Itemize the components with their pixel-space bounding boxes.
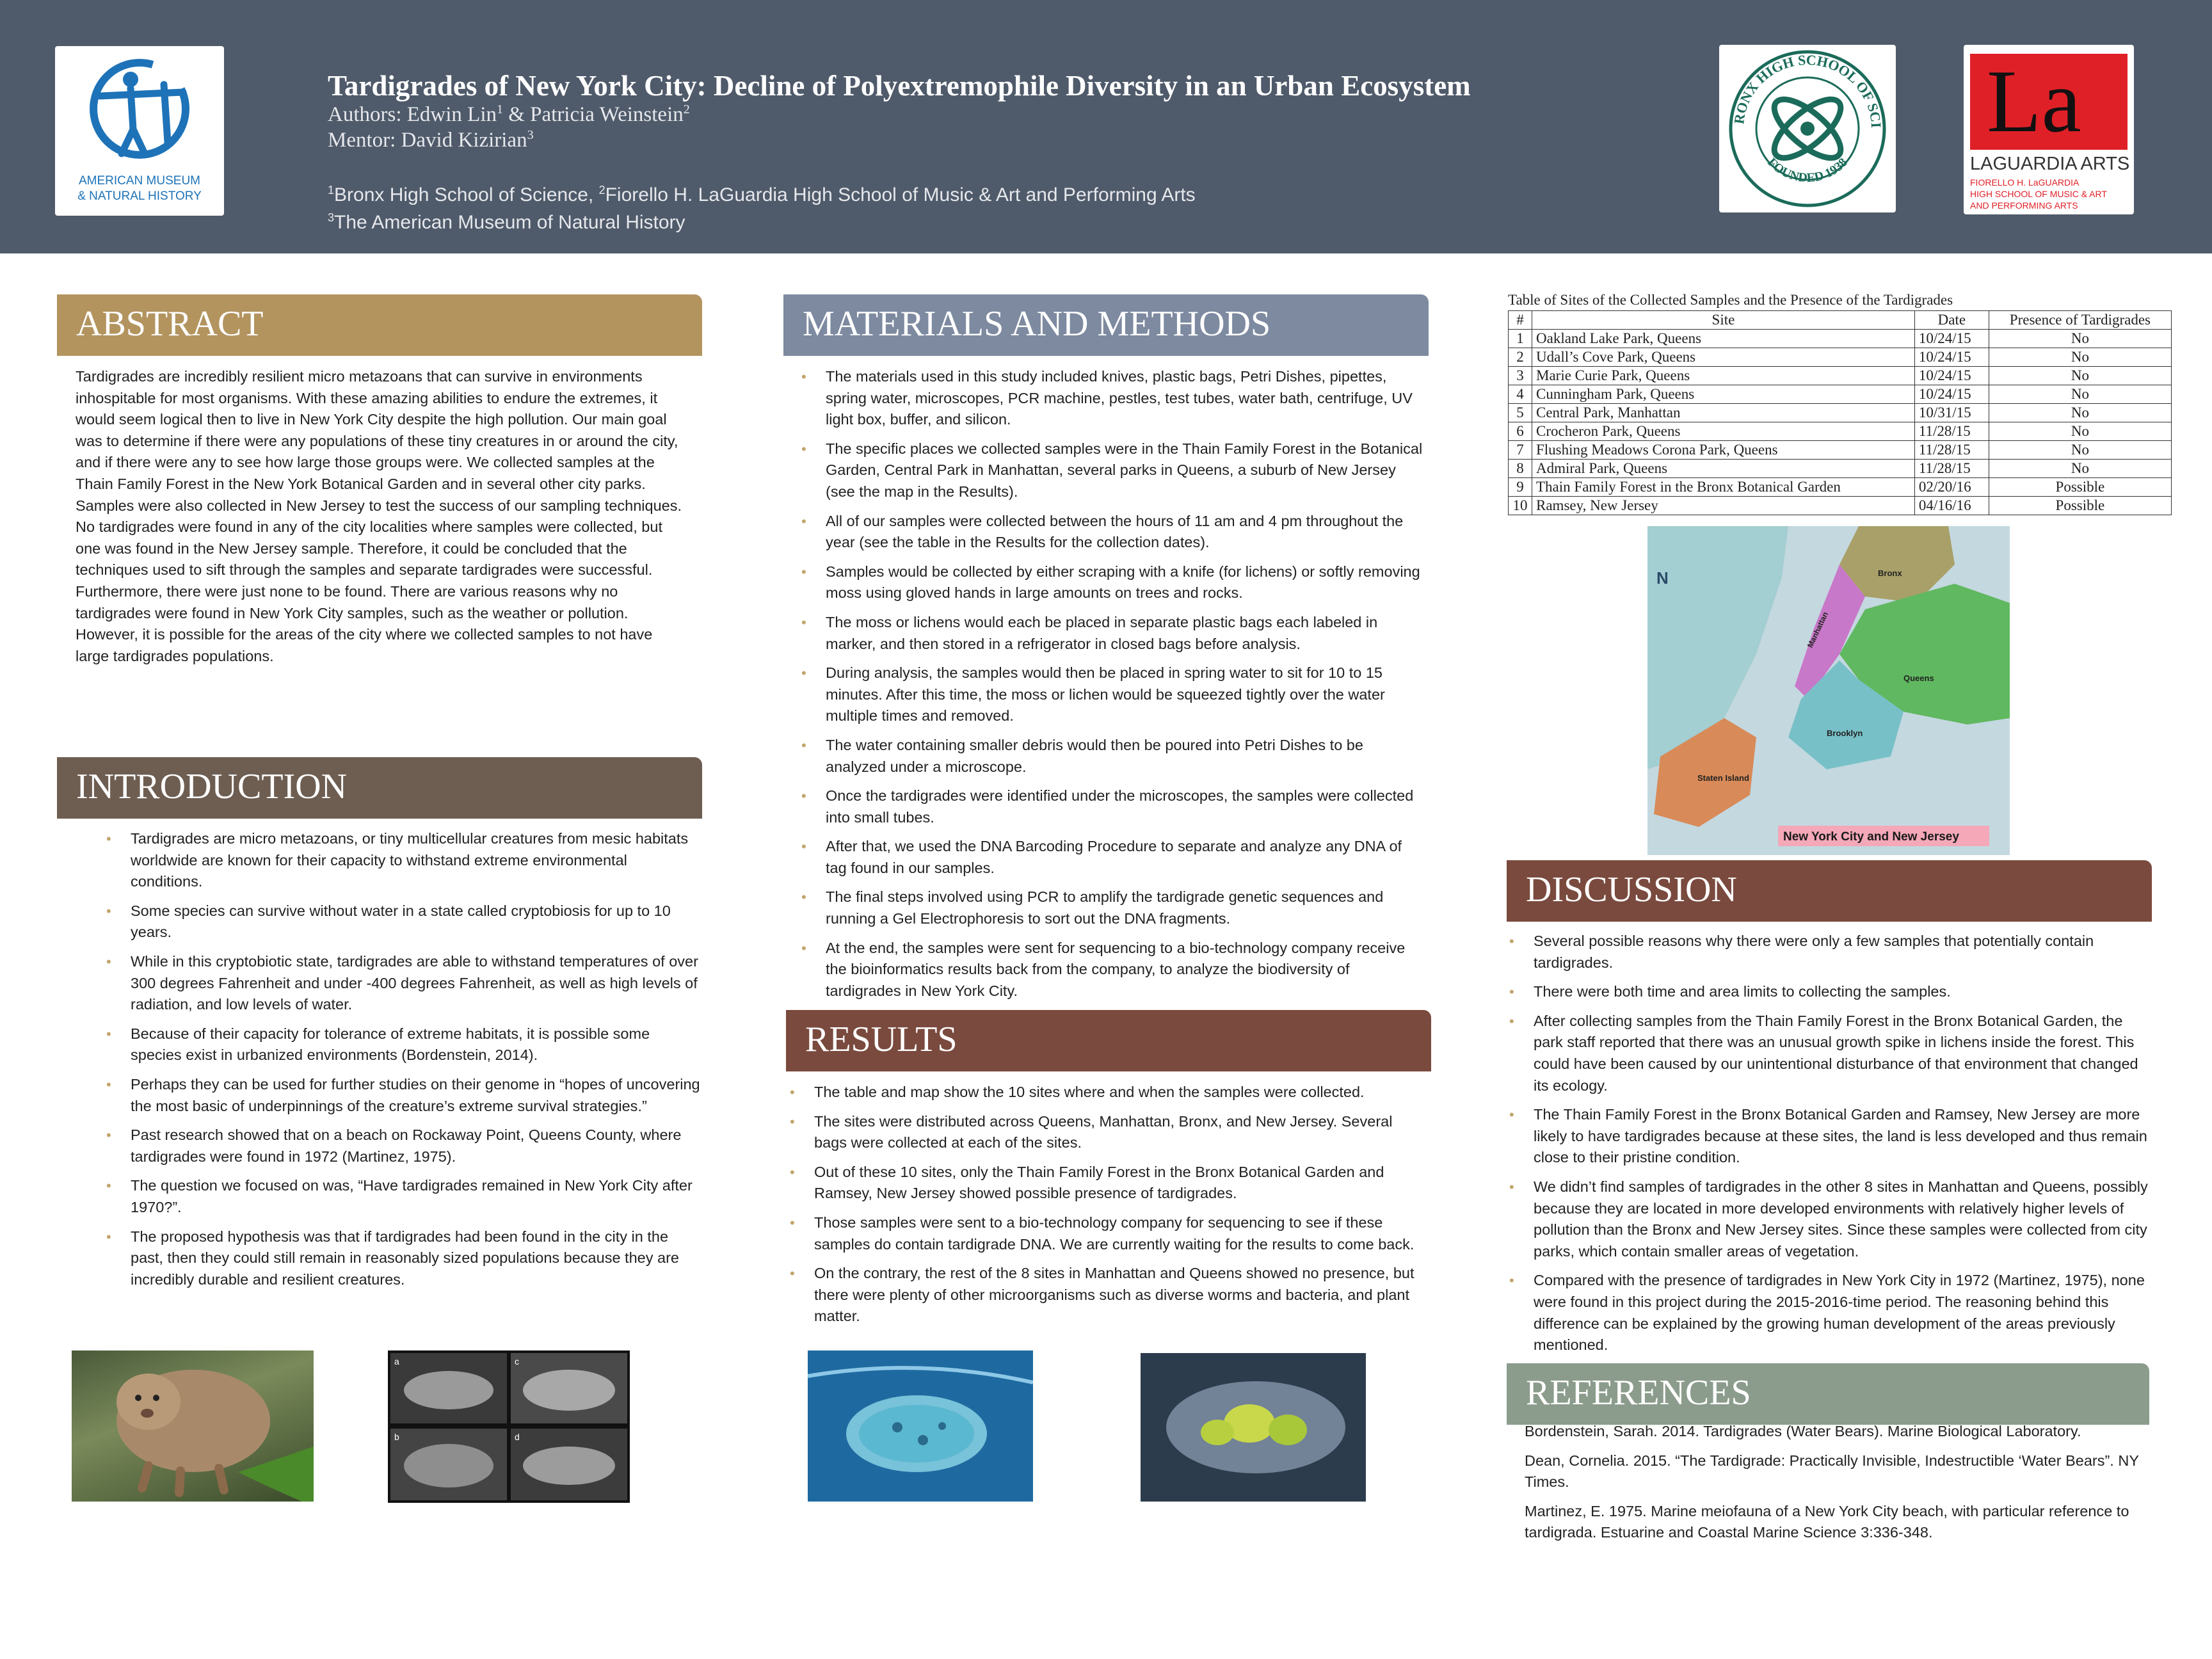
amnh-logo — [55, 46, 224, 216]
table-header: Date — [1914, 311, 1989, 330]
cell-date: 10/31/15 — [1914, 404, 1989, 422]
cell-site: Oakland Lake Park, Queens — [1532, 330, 1915, 348]
bronx-ring-bottom: FOUNDED 1938 — [1765, 155, 1850, 186]
list-item: • The final steps involved using PCR to amplify the tardigrade genetic sequences and running a Gel Electrophoresis to sort out the DNA fragments. — [800, 886, 1423, 929]
references-list — [1525, 1421, 2139, 1551]
table-header: Site — [1532, 311, 1915, 330]
introduction-heading: INTRODUCTION — [76, 767, 348, 806]
affiliation-line-2 — [328, 211, 685, 234]
list-item: • Past research showed that on a beach on Rockaway Point, Queens County, where tardigrades were found in 1972 (Martinez, 1975). — [105, 1125, 701, 1167]
cell-site: Cunningham Park, Queens — [1532, 385, 1915, 404]
bronx-ring-top: RONX HIGH SCHOOL OF SCI — [1731, 51, 1885, 129]
reference-item: Bordenstein, Sarah. 2014. Tardigrades (Water Bears). Marine Biological Laboratory. — [1525, 1423, 2081, 1439]
list-item: • The materials used in this study included knives, plastic bags, Petri Dishes, pipettes, spring water, microscopes, PCR machine, pestles, test tubes, water bath, centrifuge, UV light box, buffer, and silicon. — [800, 366, 1423, 431]
cell-site: Central Park, Manhattan — [1532, 404, 1915, 422]
tardigrade-fluorescence-icon — [1141, 1353, 1366, 1502]
results-heading-bar — [786, 1010, 1431, 1071]
map-label-staten: Staten Island — [1697, 773, 1749, 783]
list-item: • After that, we used the DNA Barcoding Procedure to separate and analyze any DNA of tag found in our samples. — [800, 836, 1423, 879]
introduction-list — [105, 828, 701, 1298]
table-row — [1509, 385, 2172, 404]
sup: 3 — [328, 211, 335, 224]
sem-label: c — [515, 1356, 519, 1366]
cell-presence: No — [1989, 422, 2171, 441]
cell-site: Ramsey, New Jersey — [1532, 497, 1915, 515]
cell-num: 8 — [1509, 460, 1532, 478]
table-row — [1509, 478, 2172, 497]
aff1-a: Bronx High School of Science, — [334, 184, 599, 205]
cell-date: 02/20/16 — [1914, 478, 1989, 497]
cell-date: 11/28/15 — [1914, 422, 1989, 441]
svg-text:THE BRONX HIGH SCHOOL OF SCIEN — [1719, 45, 1884, 128]
cell-num: 2 — [1509, 348, 1532, 367]
list-item: • The table and map show the 10 sites where and when the samples were collected. — [789, 1082, 1426, 1103]
bronx-science-seal-icon — [1719, 45, 1896, 212]
laguardia-arts-logo — [1964, 45, 2134, 214]
compass-icon: N — [1656, 568, 1669, 588]
cell-date: 10/24/15 — [1914, 367, 1989, 385]
cell-presence: No — [1989, 385, 2171, 404]
list-item: • Compared with the presence of tardigrades in New York City in 1972 (Martinez, 1975), none were found in this project during the 2015-2016-time period. The reasoning behind this difference can be explained by the growing human development of the areas previously mentioned. — [1508, 1270, 2151, 1356]
cell-presence: No — [1989, 441, 2171, 460]
table-header-row — [1509, 311, 2172, 330]
cell-num: 10 — [1509, 497, 1532, 515]
tardigrade-illustration-icon — [72, 1350, 314, 1502]
sem-label: b — [394, 1432, 399, 1442]
map-label-bronx: Bronx — [1878, 568, 1902, 578]
list-item: • Tardigrades are micro metazoans, or tiny multicellular creatures from mesic habitats worldwide are known for their capacity to withstand extreme environmental conditions. — [105, 828, 701, 893]
list-item: • The moss or lichens would each be placed in separate plastic bags each labeled in marker, and then stored in a refrigerator in closed bags before analysis. — [800, 612, 1423, 655]
tardigrade-photo — [72, 1350, 314, 1502]
table-row — [1509, 422, 2172, 441]
introduction-heading-bar — [57, 757, 702, 819]
cell-presence: No — [1989, 460, 2171, 478]
list-item: • We didn’t find samples of tardigrades in the other 8 sites in Manhattan and Queens, possibly because they are located in more developed environments with relatively higher levels of pollution than the Bronx and New Jersey sites. Since these samples were collected from city parks, which contain smaller areas of vegetation. — [1508, 1176, 2151, 1262]
cell-num: 3 — [1509, 367, 1532, 385]
list-item: • Some species can survive without water in a state called cryptobiosis for up to 10 years. — [105, 901, 701, 943]
list-item: • Once the tardigrades were identified under the microscopes, the samples were collected into small tubes. — [800, 785, 1423, 828]
list-item: • Those samples were sent to a bio-technology company for sequencing to see if these samples do contain tardigrade DNA. We are currently waiting for the results to come back. — [789, 1212, 1426, 1255]
cell-site: Admiral Park, Queens — [1532, 460, 1915, 478]
laguardia-sub3: AND PERFORMING ARTS — [1970, 200, 2078, 211]
cell-date: 10/24/15 — [1914, 385, 1989, 404]
sem-label: a — [394, 1356, 399, 1366]
map-caption: New York City and New Jersey — [1783, 830, 1959, 844]
aff1-b: Fiorello H. LaGuardia High School of Music & Art and Performing Arts — [605, 184, 1196, 205]
abstract-heading-bar — [57, 294, 702, 356]
list-item: • During analysis, the samples would then be placed in spring water to sit for 10 to 15 minutes. After this time, the moss or lichen would be squeezed tightly over the water multiple times and removed. — [800, 662, 1423, 727]
cell-date: 11/28/15 — [1914, 460, 1989, 478]
cell-num: 5 — [1509, 404, 1532, 422]
microscope-photo-2 — [1141, 1353, 1366, 1502]
bronx-science-logo — [1719, 45, 1896, 212]
list-item: • Out of these 10 sites, only the Thain Family Forest in the Bronx Botanical Garden and Ramsey, New Jersey showed possible presence of tardigrades. — [789, 1162, 1426, 1205]
cell-date: 04/16/16 — [1914, 497, 1989, 515]
cell-site: Udall’s Cove Park, Queens — [1532, 348, 1915, 367]
map-label-manhattan: Manhattan — [1805, 610, 1831, 650]
amnh-emblem-icon — [55, 46, 224, 174]
sites-table-body — [1509, 330, 2172, 515]
table-row — [1509, 460, 2172, 478]
cell-presence: No — [1989, 330, 2171, 348]
cell-num: 4 — [1509, 385, 1532, 404]
table-header: # — [1509, 311, 1532, 330]
list-item: • On the contrary, the rest of the 8 sites in Manhattan and Queens showed no presence, but there were plenty of other microorganisms such as diverse worms and bacteria, and plant matter. — [789, 1263, 1426, 1327]
discussion-list — [1508, 931, 2151, 1364]
references-heading-bar — [1507, 1363, 2149, 1425]
discussion-heading-bar — [1507, 860, 2152, 922]
abstract-text: Tardigrades are incredibly resilient micro metazoans that can survive in environments inhospitable for most organisms. With these amazing abilities to endure the extremes, it would seem logical then to live in New York City despite the high pollution. Our main goal was to determine if there were any populations of these tiny creatures in or around the city, and if there were any to see how large those groups were. We collected samples at the Thain Family Forest in the New York Botanical Garden and in several other city parks. Samples were also collected in New Jersey to test the success of our sampling techniques. No tardigrades were found in any of the city localities where samples were collected, but one was found in the New Jersey sample. Therefore, it could be concluded that the techniques used to sift through the samples and separate tardigrades were successful. Furthermore, there were just none to be found. There are various reasons why no tardigrades were found in New York City samples, such as the weather or pollution. However, it is possible for the areas of the city where we collected samples to not have large tardigrades populations. — [76, 368, 682, 664]
cell-presence: No — [1989, 348, 2171, 367]
cell-presence: No — [1989, 404, 2171, 422]
table-row — [1509, 330, 2172, 348]
table-row — [1509, 404, 2172, 422]
table-row — [1509, 348, 2172, 367]
list-item: • Samples would be collected by either scraping with a knife (for lichens) or softly removing moss using gloved hands in large amounts on trees and rocks. — [800, 561, 1423, 604]
cell-site: Flushing Meadows Corona Park, Queens — [1532, 441, 1915, 460]
sem-label: d — [515, 1432, 520, 1442]
list-item: • The specific places we collected samples were in the Thain Family Forest in the Botanical Garden, Central Park in Manhattan, several parks in Queens, a suburb of New Jersey (see the map in the Results). — [800, 438, 1423, 503]
microscope-photo-1 — [808, 1350, 1033, 1502]
svg-text:FOUNDED 1938 — [1765, 156, 1850, 186]
sup: 2 — [683, 102, 690, 116]
cell-num: 6 — [1509, 422, 1532, 441]
map-label-queens: Queens — [1903, 673, 1934, 683]
poster-title: Tardigrades of New York City: Decline of Polyextremophile Diversity in an Urban Ecosystem — [328, 70, 1471, 102]
authors-text-a: Authors: Edwin Lin — [328, 103, 497, 126]
list-item: • While in this cryptobiotic state, tardigrades are able to withstand temperatures of over 300 degrees Fahrenheit and under -400 degrees Fahrenheit, as well as high levels of radiation, and low levels of water. — [105, 951, 701, 1016]
amnh-logo-line2: & NATURAL HISTORY — [77, 189, 202, 203]
list-item: • All of our samples were collected between the hours of 11 am and 4 pm throughout the year (see the table in the Results for the collection dates). — [800, 511, 1423, 554]
references-heading: REFERENCES — [1526, 1373, 1751, 1413]
authors-line — [328, 102, 690, 127]
cell-presence: Possible — [1989, 497, 2171, 515]
sup: 2 — [598, 184, 605, 196]
table-header: Presence of Tardigrades — [1989, 311, 2171, 330]
methods-list — [800, 366, 1423, 1009]
cell-date: 10/24/15 — [1914, 330, 1989, 348]
cell-num: 7 — [1509, 441, 1532, 460]
sites-table — [1508, 310, 2172, 515]
tardigrade-micrograph-icon — [808, 1350, 1033, 1502]
methods-heading: MATERIALS AND METHODS — [803, 304, 1271, 344]
list-item: • At the end, the samples were sent for sequencing to a bio-technology company receive the bioinformatics results back from the company, to analyze the biodiversity of tardigrades in New York City. — [800, 938, 1423, 1002]
amnh-logo-line1: AMERICAN MUSEUM — [78, 174, 200, 188]
reference-item: Dean, Cornelia. 2015. “The Tardigrade: Practically Invisible, Indestructible ‘Water Bears”. NY Times. — [1525, 1452, 2139, 1491]
cell-site: Crocheron Park, Queens — [1532, 422, 1915, 441]
list-item: • Because of their capacity for tolerance of extreme habitats, it is possible some species exist in urbanized environments (Bordenstein, 2014). — [105, 1023, 701, 1066]
aff2: The American Museum of Natural History — [334, 212, 685, 233]
poster-header — [0, 0, 2212, 253]
list-item: • The sites were distributed across Queens, Manhattan, Bronx, and New Jersey. Several bags were collected at each of the sites. — [789, 1111, 1426, 1154]
laguardia-mark: La — [1987, 52, 2081, 151]
list-item: • The water containing smaller debris would then be poured into Petri Dishes to be analyzed under a microscope. — [800, 735, 1423, 778]
list-item: • The Thain Family Forest in the Bronx Botanical Garden and Ramsey, New Jersey are more likely to have tardigrades because at these sites, the land is less developed and thus remain close to their pristine condition. — [1508, 1104, 2151, 1169]
cell-num: 9 — [1509, 478, 1532, 497]
cell-site: Thain Family Forest in the Bronx Botanical Garden — [1532, 478, 1915, 497]
table-row — [1509, 497, 2172, 515]
cell-presence: No — [1989, 367, 2171, 385]
laguardia-sub2: HIGH SCHOOL OF MUSIC & ART — [1970, 189, 2107, 199]
methods-heading-bar — [783, 294, 1429, 356]
affiliation-line-1 — [328, 184, 1196, 206]
list-item: • After collecting samples from the Thain Family Forest in the Bronx Botanical Garden, the park staff reported that there was an unusual growth spike in lichens inside the forest. This could have been caused by our unintentional disturbance of that environment that changed its ecology. — [1508, 1011, 2151, 1096]
cell-num: 1 — [1509, 330, 1532, 348]
list-item: • There were both time and area limits to collecting the samples. — [1508, 981, 2151, 1003]
cell-site: Marie Curie Park, Queens — [1532, 367, 1915, 385]
mentor-text: Mentor: David Kizirian — [328, 129, 527, 152]
abstract-heading: ABSTRACT — [76, 304, 264, 344]
cell-presence: Possible — [1989, 478, 2171, 497]
sem-tardigrade-icon — [388, 1350, 630, 1503]
laguardia-sub1: FIORELLO H. LaGUARDIA — [1970, 177, 2080, 188]
nyc-map — [1647, 526, 2010, 855]
mentor-line — [328, 128, 534, 152]
sem-images-panel — [388, 1350, 630, 1503]
authors-text-b: & Patricia Weinstein — [502, 103, 684, 126]
table-row — [1509, 441, 2172, 460]
reference-item: Martinez, E. 1975. Marine meiofauna of a New York City beach, with particular reference to tardigrada. Estuarine and Coastal Marine Science 3:336-348. — [1525, 1502, 2129, 1541]
results-heading: RESULTS — [805, 1020, 958, 1059]
cell-date: 11/28/15 — [1914, 441, 1989, 460]
list-item: • Perhaps they can be used for further studies on their genome in “hopes of uncovering the most basic of underpinnings of the creature’s extreme survival strategies.” — [105, 1074, 701, 1117]
results-list — [789, 1082, 1426, 1335]
map-label-brooklyn: Brooklyn — [1827, 728, 1863, 738]
list-item: • The proposed hypothesis was that if tardigrades had been found in the city in the past, then they could still remain in reasonably sized populations because they are incredibly durable and resilient creatures. — [105, 1226, 701, 1291]
sup: 3 — [527, 128, 534, 142]
laguardia-name: LAGUARDIA ARTS — [1970, 154, 2130, 174]
cell-date: 10/24/15 — [1914, 348, 1989, 367]
list-item: • The question we focused on was, “Have tardigrades remained in New York City after 1970?”. — [105, 1175, 701, 1218]
discussion-heading: DISCUSSION — [1526, 870, 1737, 910]
table-row — [1509, 367, 2172, 385]
sup: 1 — [496, 102, 503, 116]
sup: 1 — [328, 184, 335, 196]
table-caption: Table of Sites of the Collected Samples and the Presence of the Tardigrades — [1508, 292, 1953, 308]
list-item: • Several possible reasons why there were only a few samples that potentially contain tardigrades. — [1508, 931, 2151, 974]
nyc-map-illustration — [1647, 526, 2010, 855]
